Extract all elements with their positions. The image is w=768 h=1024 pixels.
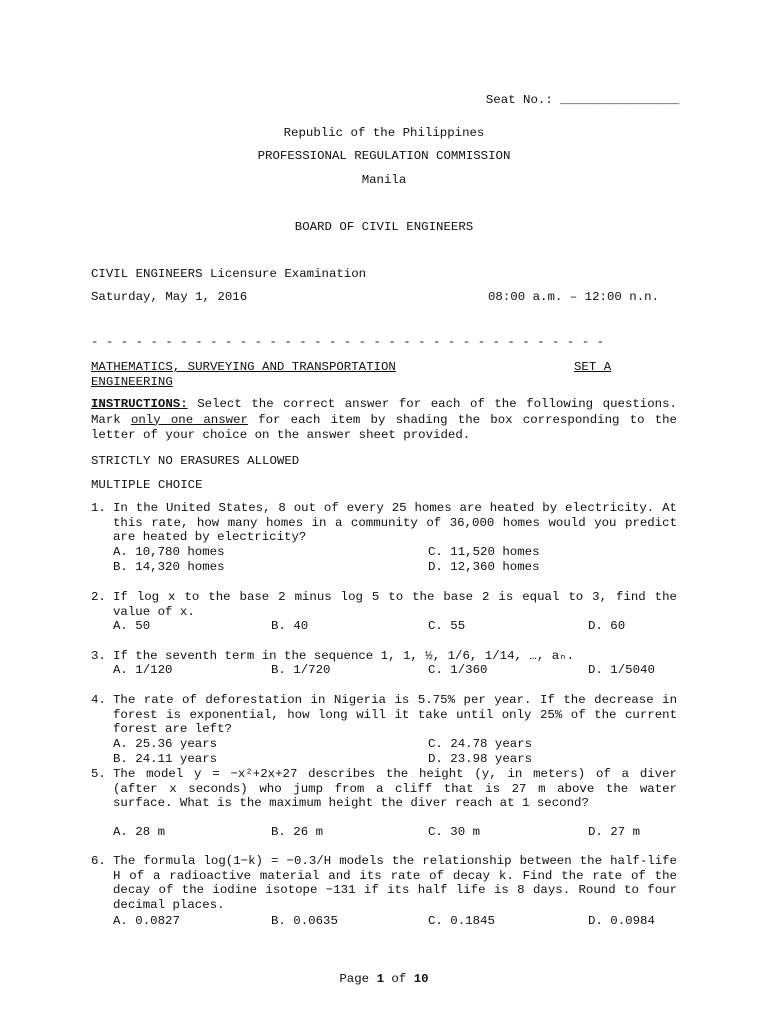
option-b: B. 14,320 homes	[113, 560, 225, 574]
question-text: In the United States, 8 out of every 25 homes are heated by electricity. At this rate, how many homes in a community of 36,000 homes would you predict are heated by electricity?	[113, 501, 677, 544]
subject-line1: MATHEMATICS, SURVEYING AND TRANSPORTATION	[91, 360, 396, 374]
instructions-label: INSTRUCTIONS:	[91, 397, 188, 411]
page-total: 10	[413, 972, 429, 986]
question-text: The model y = −x²+2x+27 describes the height (y, in meters) of a diver (after x seconds) who jump from a cliff that is 27 m above the water surface. What is the maximum height the diver reach at 1 second?	[113, 767, 677, 810]
subject-line2: ENGINEERING	[91, 375, 173, 389]
option-d: D. 0.0984	[588, 914, 655, 928]
exam-date: Saturday, May 1, 2016	[91, 290, 248, 304]
option-d: D. 23.98 years	[428, 752, 533, 766]
option-b: B. 26 m	[271, 825, 324, 839]
page-footer	[0, 972, 768, 986]
page-number: 1	[376, 972, 384, 986]
option-a: A. 28 m	[113, 825, 166, 839]
instructions-paragraph	[91, 397, 677, 444]
exam-title: CIVIL ENGINEERS Licensure Examination	[91, 267, 367, 281]
option-b: B. 1/720	[271, 663, 331, 677]
board-title: BOARD OF CIVIL ENGINEERS	[294, 220, 474, 234]
no-erasures-notice: STRICTLY NO ERASURES ALLOWED	[91, 454, 300, 468]
question-number: 2.	[91, 590, 106, 604]
seat-blank: ________________	[560, 93, 680, 107]
instructions-text-2: for each item by shading the box corresponding to the letter of your choice on the answer sheet provided.	[91, 412, 677, 442]
option-a: A. 0.0827	[113, 914, 180, 928]
option-b: B. 0.0635	[271, 914, 338, 928]
option-c: C. 24.78 years	[428, 737, 533, 751]
question-number: 3.	[91, 649, 106, 663]
option-c: C. 1/360	[428, 663, 488, 677]
question-number: 4.	[91, 693, 106, 707]
question-text: If the seventh term in the sequence 1, 1, ½, 1/6, 1/14, …, aₙ.	[113, 649, 575, 663]
option-c: C. 0.1845	[428, 914, 495, 928]
option-a: A. 10,780 homes	[113, 545, 225, 559]
option-c: C. 11,520 homes	[428, 545, 540, 559]
separator-line: - - - - - - - - - - - - - - - - - - - - - - - - - - - - - - - - - - -	[91, 335, 605, 349]
footer-of: of	[384, 972, 414, 986]
header-city: Manila	[361, 173, 407, 187]
question-text: If log x to the base 2 minus log 5 to the base 2 is equal to 3, find the value of x.	[113, 590, 677, 619]
section-title: MULTIPLE CHOICE	[91, 478, 203, 492]
option-c: C. 55	[428, 619, 466, 633]
option-a: A. 25.36 years	[113, 737, 218, 751]
option-d: D. 12,360 homes	[428, 560, 540, 574]
seat-label: Seat No.:	[485, 93, 553, 107]
instructions-emphasis: only one answer	[130, 412, 248, 427]
question-number: 1.	[91, 501, 106, 515]
option-b: B. 40	[271, 619, 309, 633]
question-text: The formula log(1−k) = −0.3/H models the relationship between the half-life H of a radioactive material and its rate of decay k. Find the rate of the decay of the iodine isotope −131 if its half life is 8 days. Round to four decimal places.	[113, 854, 677, 912]
instructions-text-1: Select the correct answer for each of the following questions. Mark	[91, 397, 677, 427]
header-commission: PROFESSIONAL REGULATION COMMISSION	[257, 149, 511, 163]
option-d: D. 27 m	[588, 825, 641, 839]
option-d: D. 60	[588, 619, 626, 633]
option-b: B. 24.11 years	[113, 752, 218, 766]
exam-time: 08:00 a.m. – 12:00 n.n.	[488, 290, 660, 304]
option-a: A. 50	[113, 619, 151, 633]
option-d: D. 1/5040	[588, 663, 655, 677]
option-a: A. 1/120	[113, 663, 173, 677]
header-republic: Republic of the Philippines	[283, 126, 485, 140]
set-label: SET A	[574, 360, 612, 374]
question-text: The rate of deforestation in Nigeria is 5.75% per year. If the decrease in forest is exponential, how long will it take until only 25% of the current forest are left?	[113, 693, 677, 736]
footer-prefix: Page	[339, 972, 377, 986]
seat-number-line	[471, 79, 679, 107]
option-c: C. 30 m	[428, 825, 481, 839]
question-number: 5.	[91, 767, 106, 781]
question-number: 6.	[91, 854, 106, 868]
